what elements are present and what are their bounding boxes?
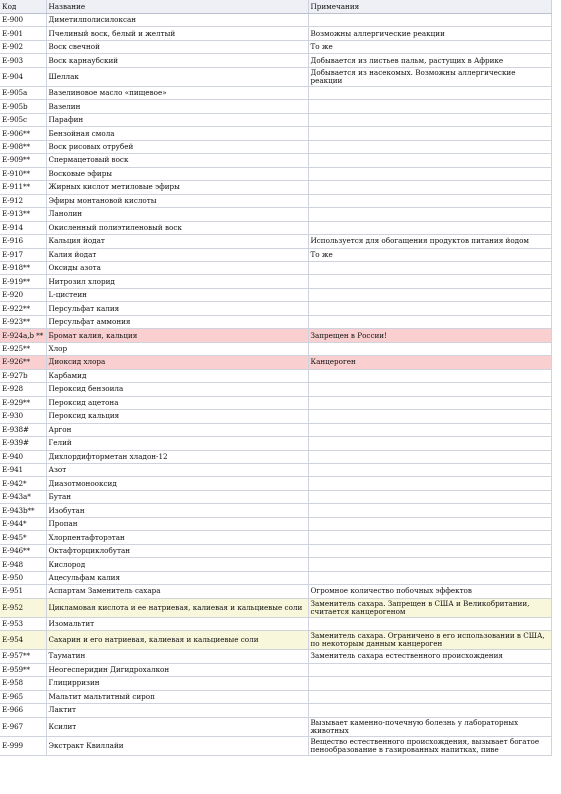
cell-code: E-953 <box>0 617 46 630</box>
table-row <box>0 717 551 736</box>
cell-code: E-919** <box>0 275 46 288</box>
table-row <box>0 410 551 423</box>
table-row <box>0 221 551 234</box>
cell-note <box>308 504 551 517</box>
cell-name: Октафторциклобутан <box>46 544 308 557</box>
cell-code: E-908** <box>0 140 46 153</box>
cell-note <box>308 221 551 234</box>
table-row <box>0 437 551 450</box>
table-row <box>0 369 551 382</box>
cell-name: Диметилполисилоксан <box>46 14 308 27</box>
cell-note <box>308 704 551 717</box>
table-row <box>0 504 551 517</box>
cell-note <box>308 437 551 450</box>
cell-code: E-926** <box>0 356 46 369</box>
cell-code: E-900 <box>0 14 46 27</box>
table-row <box>0 40 551 53</box>
cell-code: E-967 <box>0 717 46 736</box>
cell-code: E-958 <box>0 677 46 690</box>
table-row <box>0 650 551 663</box>
table-row <box>0 194 551 207</box>
cell-note <box>308 517 551 530</box>
cell-note <box>308 342 551 355</box>
cell-code: E-959** <box>0 663 46 676</box>
cell-code: E-928 <box>0 383 46 396</box>
cell-note: Используется для обогащения продуктов питания йодом <box>308 235 551 248</box>
table-row <box>0 154 551 167</box>
cell-name: Шеллак <box>46 67 308 86</box>
cell-note: Заменитель сахара естественного происхождения <box>308 650 551 663</box>
cell-name: Глицирризин <box>46 677 308 690</box>
table-row <box>0 27 551 40</box>
cell-name: Восковые эфиры <box>46 167 308 180</box>
cell-name: Вазелин <box>46 100 308 113</box>
cell-note <box>308 423 551 436</box>
table-row <box>0 67 551 86</box>
cell-name: Гелий <box>46 437 308 450</box>
cell-note: То же <box>308 40 551 53</box>
header-note: Примечания <box>308 0 551 14</box>
cell-name: Нитрозил хлорид <box>46 275 308 288</box>
table-row <box>0 113 551 126</box>
cell-code: E-939# <box>0 437 46 450</box>
cell-code: E-917 <box>0 248 46 261</box>
cell-name: Кальция йодат <box>46 235 308 248</box>
cell-code: E-929** <box>0 396 46 409</box>
cell-name: Кислород <box>46 558 308 571</box>
cell-note <box>308 181 551 194</box>
cell-code: E-905a <box>0 86 46 99</box>
cell-name: Азот <box>46 464 308 477</box>
cell-code: E-910** <box>0 167 46 180</box>
cell-code: E-944* <box>0 517 46 530</box>
cell-name: Персульфат аммония <box>46 315 308 328</box>
table-row <box>0 423 551 436</box>
cell-name: Бензойная смола <box>46 127 308 140</box>
cell-note: Вещество естественного происхождения, вызывает богатое пенообразование в газированных напитках, пиве <box>308 736 551 755</box>
table-row <box>0 181 551 194</box>
cell-code: E-924a,b ** <box>0 329 46 342</box>
cell-name: Пероксид бензоила <box>46 383 308 396</box>
table-row <box>0 167 551 180</box>
cell-name: Воск карнаубский <box>46 54 308 67</box>
table-row <box>0 100 551 113</box>
cell-note <box>308 571 551 584</box>
cell-name: Окисленный полиэтиленовый воск <box>46 221 308 234</box>
cell-code: E-905c <box>0 113 46 126</box>
cell-code: E-909** <box>0 154 46 167</box>
cell-code: E-952 <box>0 598 46 617</box>
table-row <box>0 736 551 755</box>
table-row <box>0 517 551 530</box>
table-row <box>0 208 551 221</box>
cell-name: Аргон <box>46 423 308 436</box>
table-row <box>0 464 551 477</box>
cell-name: Бутан <box>46 490 308 503</box>
table-row <box>0 571 551 584</box>
cell-note <box>308 477 551 490</box>
cell-code: E-966 <box>0 704 46 717</box>
cell-note: Огромное количество побочных эффектов <box>308 585 551 598</box>
cell-name: Оксиды азота <box>46 261 308 274</box>
cell-name: Изомальтит <box>46 617 308 630</box>
cell-note <box>308 690 551 703</box>
cell-code: E-912 <box>0 194 46 207</box>
table-body <box>0 14 551 756</box>
cell-code: E-941 <box>0 464 46 477</box>
table-row <box>0 544 551 557</box>
cell-name: Дихлордифторметан хладон-12 <box>46 450 308 463</box>
cell-note <box>308 14 551 27</box>
cell-code: E-916 <box>0 235 46 248</box>
cell-note <box>308 383 551 396</box>
table-row <box>0 261 551 274</box>
cell-note: Вызывает каменно-почечную болезнь у лабораторных животных <box>308 717 551 736</box>
cell-code: E-904 <box>0 67 46 86</box>
cell-name: Пчелиный воск, белый и желтый <box>46 27 308 40</box>
cell-name: L-цистеин <box>46 288 308 301</box>
cell-note <box>308 558 551 571</box>
cell-name: Хлорпентафторэтан <box>46 531 308 544</box>
cell-code: E-903 <box>0 54 46 67</box>
cell-code: E-938# <box>0 423 46 436</box>
cell-code: E-965 <box>0 690 46 703</box>
cell-note <box>308 396 551 409</box>
table-row <box>0 631 551 650</box>
table-row <box>0 127 551 140</box>
cell-code: E-911** <box>0 181 46 194</box>
cell-code: E-943a* <box>0 490 46 503</box>
cell-note <box>308 450 551 463</box>
cell-code: E-951 <box>0 585 46 598</box>
cell-code: E-999 <box>0 736 46 755</box>
cell-note <box>308 617 551 630</box>
cell-name: Бромат калия, кальция <box>46 329 308 342</box>
cell-name: Эфиры монтановой кислоты <box>46 194 308 207</box>
cell-note <box>308 464 551 477</box>
table-row <box>0 302 551 315</box>
table-row <box>0 598 551 617</box>
table-row <box>0 585 551 598</box>
table-row <box>0 383 551 396</box>
cell-name: Воск рисовых отрубей <box>46 140 308 153</box>
cell-note: Заменитель сахара. Запрещен в США и Великобритании, считается канцерогеном <box>308 598 551 617</box>
cell-code: E-923** <box>0 315 46 328</box>
cell-code: E-943b** <box>0 504 46 517</box>
cell-name: Сахарин и его натриевая, калиевая и кальциевые соли <box>46 631 308 650</box>
cell-name: Экстракт Квиллайи <box>46 736 308 755</box>
cell-code: E-902 <box>0 40 46 53</box>
table-row <box>0 396 551 409</box>
cell-note: Канцероген <box>308 356 551 369</box>
cell-name: Пропан <box>46 517 308 530</box>
cell-code: E-922** <box>0 302 46 315</box>
cell-note <box>308 208 551 221</box>
cell-note <box>308 127 551 140</box>
cell-code: E-942* <box>0 477 46 490</box>
table-row <box>0 356 551 369</box>
cell-name: Спермацетовый воск <box>46 154 308 167</box>
table-row <box>0 14 551 27</box>
cell-note: Добывается из насекомых. Возможны аллергические реакции <box>308 67 551 86</box>
table-row <box>0 490 551 503</box>
cell-note <box>308 288 551 301</box>
table-row <box>0 54 551 67</box>
cell-note <box>308 490 551 503</box>
cell-name: Мальтит мальтитный сироп <box>46 690 308 703</box>
table-row <box>0 690 551 703</box>
cell-note: Запрещен в России! <box>308 329 551 342</box>
cell-code: E-901 <box>0 27 46 40</box>
cell-name: Пероксид ацетона <box>46 396 308 409</box>
cell-name: Калия йодат <box>46 248 308 261</box>
table-row <box>0 558 551 571</box>
cell-note <box>308 544 551 557</box>
cell-code: E-940 <box>0 450 46 463</box>
cell-note <box>308 261 551 274</box>
table-row <box>0 477 551 490</box>
cell-name: Ацесульфам калия <box>46 571 308 584</box>
table-row <box>0 86 551 99</box>
table-row <box>0 663 551 676</box>
cell-code: E-913** <box>0 208 46 221</box>
cell-note <box>308 663 551 676</box>
table-row <box>0 329 551 342</box>
cell-name: Диоксид хлора <box>46 356 308 369</box>
cell-code: E-950 <box>0 571 46 584</box>
cell-name: Хлор <box>46 342 308 355</box>
cell-note <box>308 531 551 544</box>
cell-note <box>308 194 551 207</box>
cell-note <box>308 113 551 126</box>
cell-code: E-957** <box>0 650 46 663</box>
cell-note <box>308 677 551 690</box>
table-row <box>0 275 551 288</box>
cell-code: E-927b <box>0 369 46 382</box>
header-code: Код <box>0 0 46 14</box>
cell-name: Жирных кислот метиловые эфиры <box>46 181 308 194</box>
cell-name: Вазелиновое масло «пищевое» <box>46 86 308 99</box>
cell-note: Добывается из листьев пальм, растущих в Африке <box>308 54 551 67</box>
table-row <box>0 531 551 544</box>
cell-name: Лактит <box>46 704 308 717</box>
cell-code: E-920 <box>0 288 46 301</box>
cell-name: Цикламовая кислота и ее натриевая, калиевая и кальциевые соли <box>46 598 308 617</box>
cell-code: E-954 <box>0 631 46 650</box>
table-row <box>0 248 551 261</box>
table-row <box>0 140 551 153</box>
cell-note <box>308 154 551 167</box>
cell-name: Изобутан <box>46 504 308 517</box>
cell-name: Карбамид <box>46 369 308 382</box>
cell-code: E-945* <box>0 531 46 544</box>
cell-note <box>308 140 551 153</box>
cell-code: E-914 <box>0 221 46 234</box>
cell-note <box>308 302 551 315</box>
cell-note: Заменитель сахара. Ограничено в его использовании в США, по некоторым данным канцероген <box>308 631 551 650</box>
cell-code: E-906** <box>0 127 46 140</box>
cell-note <box>308 100 551 113</box>
cell-code: E-925** <box>0 342 46 355</box>
header-row <box>0 0 551 14</box>
cell-name: Диазотмонооксид <box>46 477 308 490</box>
cell-code: E-905b <box>0 100 46 113</box>
cell-name: Тауматин <box>46 650 308 663</box>
cell-name: Аспартам Заменитель сахара <box>46 585 308 598</box>
cell-code: E-930 <box>0 410 46 423</box>
table-row <box>0 315 551 328</box>
cell-name: Неогесперидин Дигидрохалкон <box>46 663 308 676</box>
cell-name: Ксилит <box>46 717 308 736</box>
cell-name: Парафин <box>46 113 308 126</box>
cell-note <box>308 86 551 99</box>
cell-note <box>308 369 551 382</box>
cell-note <box>308 275 551 288</box>
table-row <box>0 235 551 248</box>
table-row <box>0 704 551 717</box>
cell-note: То же <box>308 248 551 261</box>
table-row <box>0 677 551 690</box>
cell-note: Возможны аллергические реакции <box>308 27 551 40</box>
cell-name: Персульфат калия <box>46 302 308 315</box>
cell-code: E-946** <box>0 544 46 557</box>
table-row <box>0 450 551 463</box>
table-row <box>0 342 551 355</box>
cell-name: Пероксид кальция <box>46 410 308 423</box>
cell-note <box>308 167 551 180</box>
cell-name: Воск свечной <box>46 40 308 53</box>
cell-note <box>308 410 551 423</box>
table-row <box>0 617 551 630</box>
cell-note <box>308 315 551 328</box>
cell-code: E-948 <box>0 558 46 571</box>
cell-code: E-918** <box>0 261 46 274</box>
cell-name: Ланолин <box>46 208 308 221</box>
table-row <box>0 288 551 301</box>
header-name: Название <box>46 0 308 14</box>
